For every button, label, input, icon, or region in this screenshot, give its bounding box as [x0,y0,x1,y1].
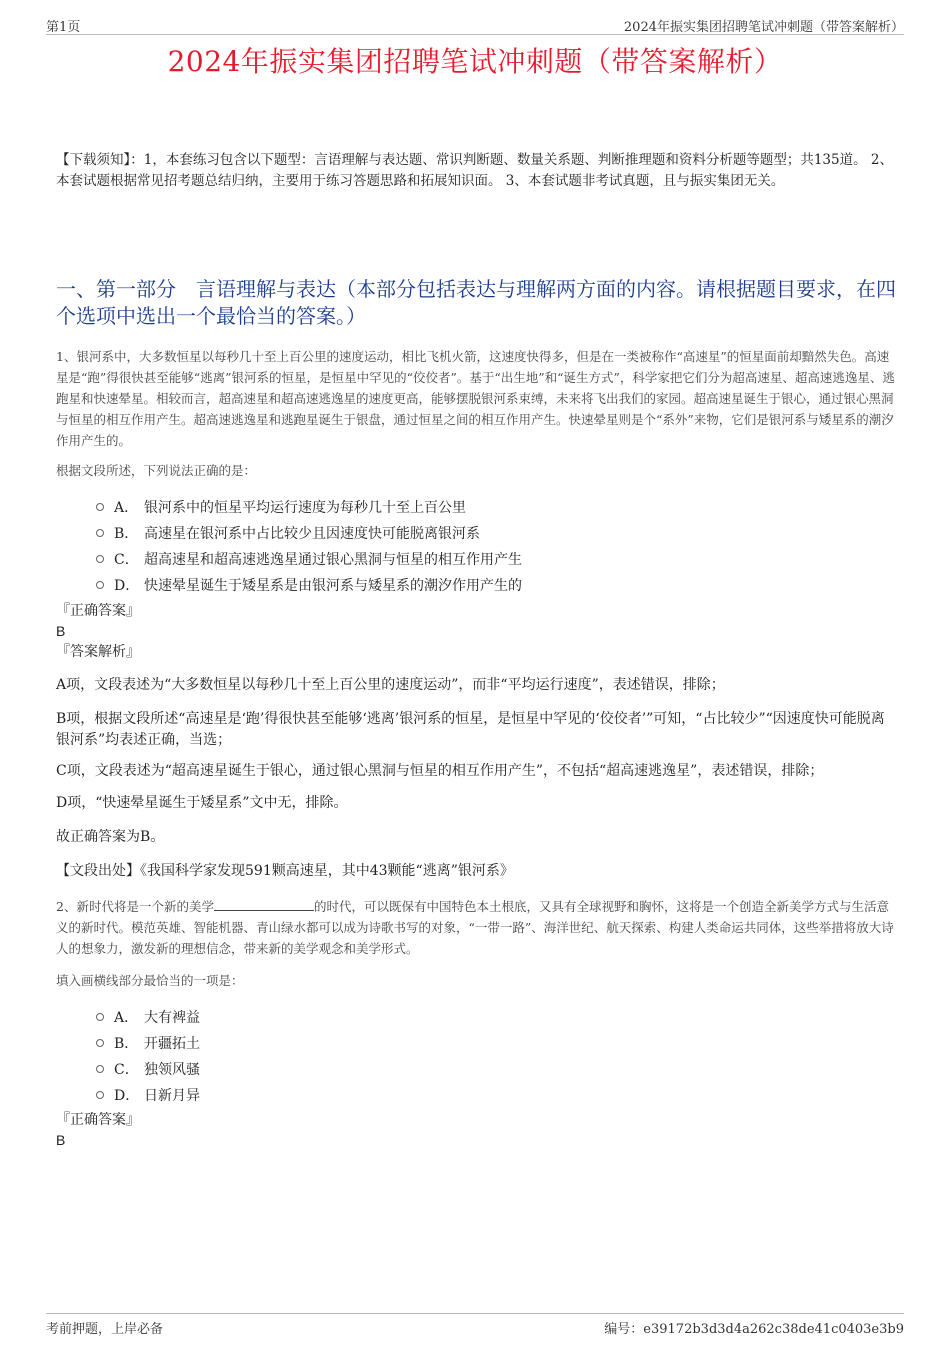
section-heading: 一、第一部分 言语理解与表达（本部分包括表达与理解两方面的内容。请根据题目要求，在四个选项中选出一个最恰当的答案。） [56,277,896,328]
radio-icon[interactable] [96,1091,104,1099]
q2-answer-label: 『正确答案』 [56,1112,140,1128]
q1-prompt: 根据文段所述，下列说法正确的是： [56,463,257,478]
header-doc-title: 2024年振实集团招聘笔试冲刺题（带答案解析） [623,20,904,35]
page-header [46,14,904,35]
q2-answer: B [56,1132,66,1148]
option-d[interactable]: D． 快速晕星诞生于矮星系是由银河系与矮星系的潮汐作用产生的 [96,572,856,598]
footer-id: 编号：e39172b3d3d4a262c38de41c0403e3b9 [604,1322,904,1337]
q2-options [96,1004,856,1108]
radio-icon[interactable] [96,1039,104,1047]
radio-icon[interactable] [96,1065,104,1073]
option-a[interactable]: A． 大有裨益 [96,1004,856,1030]
option-b[interactable]: B． 开疆拓土 [96,1030,856,1056]
q1-analysis-a: A项，文段表述为“大多数恒星以每秒几十至上百公里的速度运动”，而非“平均运行速度”，表述错误，排除； [56,677,725,693]
q1-answer-label: 『正确答案』 [56,603,140,619]
option-a[interactable]: A． 银河系中的恒星平均运行速度为每秒几十至上百公里 [96,494,856,520]
option-c[interactable]: C． 超高速星和超高速逃逸星通过银心黑洞与恒星的相互作用产生 [96,546,856,572]
q1-answer: B [56,623,66,639]
fill-blank [214,898,314,911]
download-notice: 【下载须知】：1，本套练习包含以下题型：言语理解与表达题、常识判断题、数量关系题、判断推理题和资料分析题等题型；共135道。 2、本套试题根据常见招考题总结归纳，主要用于练习答题思路和拓展知识面。 3、本套试题非考试真题，且与振实集团无关。 [56,152,893,189]
option-d[interactable]: D． 日新月异 [96,1082,856,1108]
footer-slogan: 考前押题，上岸必备 [46,1322,164,1337]
q1-source: 【文段出处】《我国科学家发现591颗高速星，其中43颗能“逃离”银河系》 [56,863,514,879]
page-footer [46,1313,904,1337]
q1-stem: 1、银河系中，大多数恒星以每秒几十至上百公里的速度运动，相比飞机火箭，这速度快得多，但是在一类被称作“高速星”的恒星面前却黯然失色。高速星是“跑”得很快甚至能够“逃离”银河系的恒星，是恒星中罕见的“佼佼者”。基于“出生地”和“诞生方式”，科学家把它们分为超高速星、超高速逃逸星、逃跑星和快速晕星。相较而言，超高速星和超高速逃逸星的速度更高，能够摆脱银河系束缚，未来将飞出我们的家园。超高速星诞生于银心，通过银心黑洞与恒星的相互作用产生。超高速逃逸星和逃跑星诞生于银盘，通过恒星之间的相互作用产生。快速晕星则是个“系外”来物，它们是银河系与矮星系的潮汐作用产生的。 [56,349,895,448]
q1-analysis-d: D项，“快速晕星诞生于矮星系”文中无，排除。 [56,795,348,811]
q2-prompt: 填入画横线部分最恰当的一项是： [56,973,244,988]
q1-analysis-c: C项，文段表述为“超高速星诞生于银心，通过银心黑洞与恒星的相互作用产生”，不包括“超高速逃逸星”，表述错误，排除； [56,763,824,779]
q2-stem: 2、新时代将是一个新的美学 的时代，可以既保有中国特色本土根底，又具有全球视野和胸怀，这将是一个创造全新美学方式与生活意义的新时代。模范英雄、智能机器、青山绿水都可以成为诗歌书写的对象，“一带一路”、海洋世纪、航天探索、构建人类命运共同体，这些举措将放大诗人的想象力，激发新的理想信念，带来新的美学观念和美学形式。 [56,899,894,956]
q1-analysis-label: 『答案解析』 [56,644,140,660]
radio-icon[interactable] [96,581,104,589]
radio-icon[interactable] [96,529,104,537]
option-b[interactable]: B． 高速星在银河系中占比较少且因速度快可能脱离银河系 [96,520,856,546]
option-c[interactable]: C． 独领风骚 [96,1056,856,1082]
document-title: 2024年振实集团招聘笔试冲刺题（带答案解析） [167,45,783,78]
page-number: 第1页 [46,20,81,35]
radio-icon[interactable] [96,503,104,511]
q1-options [96,494,856,598]
radio-icon[interactable] [96,555,104,563]
radio-icon[interactable] [96,1013,104,1021]
q1-conclusion: 故正确答案为B。 [56,829,165,845]
q1-analysis-b: B项，根据文段所述“高速星是‘跑’得很快甚至能够‘逃离’银河系的恒星，是恒星中罕见的‘佼佼者’”可知，“占比较少”“因速度快可能脱离银河系”均表述正确，当选； [56,711,885,748]
